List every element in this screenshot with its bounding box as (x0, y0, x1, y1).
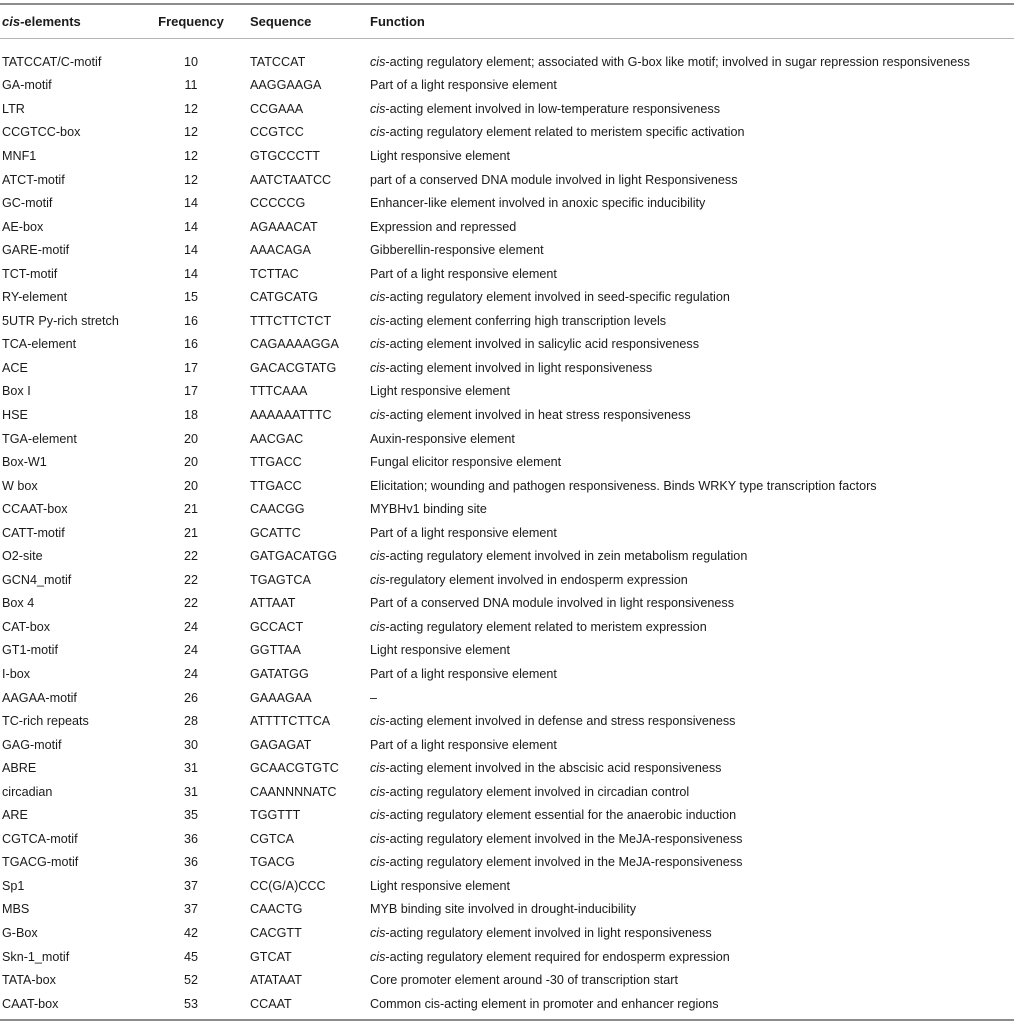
cell-frequency: 24 (183, 643, 198, 658)
cell-element: TGA-element (2, 431, 77, 446)
cell-function: Part of a light responsive element (370, 78, 557, 93)
cell-frequency: 17 (183, 384, 198, 399)
table-row (0, 898, 1014, 922)
cell-sequence: CAACTG (250, 902, 303, 917)
cell-frequency: 52 (183, 973, 198, 988)
cell-sequence: CCGTCC (250, 125, 304, 140)
cell-function: cis-acting element conferring high transcription levels (370, 313, 667, 328)
cell-element: MBS (2, 902, 30, 917)
cell-frequency: 42 (183, 926, 198, 940)
cell-element: 5UTR Py-rich stretch (2, 313, 119, 328)
cell-element: O2-site (2, 549, 43, 564)
cell-function: cis-acting regulatory element related to meristem specific activation (370, 125, 745, 140)
cell-sequence: GTCAT (250, 949, 292, 964)
cell-sequence: GATATGG (250, 666, 309, 681)
cell-function: Light responsive element (370, 643, 511, 658)
cell-function: part of a conserved DNA module involved in light Responsiveness (370, 172, 738, 187)
table-row (0, 851, 1014, 875)
table-row (0, 804, 1014, 828)
cell-element: G-Box (2, 926, 38, 940)
header-cis-elements: cis-elements (2, 14, 81, 29)
cell-element: TC-rich repeats (2, 714, 89, 729)
cell-function: cis-acting element involved in salicylic acid responsiveness (370, 337, 700, 352)
cell-element: W box (2, 478, 38, 493)
header-frequency: Frequency (158, 14, 224, 29)
cell-frequency: 20 (183, 478, 198, 493)
cell-sequence: AGAAACAT (250, 219, 318, 234)
cell-frequency: 14 (183, 196, 198, 211)
cell-element: LTR (2, 101, 25, 116)
cell-frequency: 17 (183, 360, 198, 375)
cell-sequence: TTTCTTCTCT (250, 313, 332, 328)
cell-function: cis-acting element involved in light responsiveness (370, 360, 653, 375)
cell-function: Auxin-responsive element (370, 431, 515, 446)
cell-frequency: 10 (183, 54, 198, 69)
cell-frequency: 12 (183, 148, 198, 163)
cell-frequency: 12 (183, 172, 198, 187)
table-row (0, 992, 1014, 1016)
cell-frequency: 22 (183, 596, 198, 611)
cell-function: Part of a light responsive element (370, 266, 557, 281)
cell-function: cis-acting regulatory element related to meristem expression (370, 619, 707, 634)
table-row (0, 285, 1014, 309)
cell-frequency: 20 (183, 431, 198, 446)
cell-frequency: 24 (183, 619, 198, 634)
header-function: Function (370, 14, 425, 29)
cell-sequence: TTTCAAA (250, 384, 308, 399)
table-row (0, 686, 1014, 710)
cell-element: TATA-box (2, 973, 56, 988)
table-body (0, 50, 1014, 1015)
cell-sequence: GCATTC (250, 525, 301, 540)
cell-sequence: AAAAAATTTC (250, 407, 332, 422)
cell-element: GAG-motif (2, 737, 62, 752)
header-sequence: Sequence (250, 14, 312, 29)
cell-function: cis-acting element involved in defense and stress responsiveness (370, 714, 736, 729)
table-row (0, 874, 1014, 898)
cell-function: Light responsive element (370, 878, 511, 893)
cell-function: cis-acting element involved in low-temperature responsiveness (370, 101, 721, 116)
cell-function: – (370, 690, 378, 705)
table-row (0, 74, 1014, 98)
table-row (0, 215, 1014, 239)
cell-element: Box I (2, 384, 31, 399)
cell-sequence: CACGTT (250, 926, 302, 940)
cell-element: GARE-motif (2, 243, 70, 258)
cell-sequence: TGACG (250, 855, 295, 870)
cell-sequence: CATGCATG (250, 290, 319, 305)
cell-frequency: 21 (183, 525, 198, 540)
cell-function: Gibberellin-responsive element (370, 243, 544, 258)
cell-frequency: 35 (183, 808, 198, 823)
cell-element: CGTCA-motif (2, 831, 78, 846)
cell-frequency: 45 (183, 949, 198, 964)
cell-function: Common cis-acting element in promoter and enhancer regions (370, 996, 719, 1011)
cell-sequence: GACACGTATG (250, 360, 337, 375)
cell-function: Core promoter element around -30 of transcription start (370, 973, 678, 988)
cell-frequency: 12 (183, 101, 198, 116)
cell-function: Part of a light responsive element (370, 666, 557, 681)
cell-frequency: 22 (183, 549, 198, 564)
table-row (0, 97, 1014, 121)
cell-frequency: 18 (183, 407, 198, 422)
cell-sequence: TATCCAT (250, 54, 306, 69)
cell-function: cis-regulatory element involved in endosperm expression (370, 572, 688, 587)
cell-sequence: GAAAGAA (250, 690, 312, 705)
cell-element: Box 4 (2, 596, 35, 611)
table-row (0, 356, 1014, 380)
cell-frequency: 22 (183, 572, 198, 587)
table-row (0, 144, 1014, 168)
cell-sequence: ATATAAT (250, 973, 303, 988)
cell-function: cis-acting regulatory element essential for the anaerobic induction (370, 808, 737, 823)
cell-frequency: 36 (183, 831, 198, 846)
cell-element: GC-motif (2, 196, 53, 211)
table-row (0, 756, 1014, 780)
cell-frequency: 31 (183, 761, 198, 776)
cell-sequence: ATTAAT (250, 596, 296, 611)
cell-sequence: GCAACGTGTC (250, 761, 339, 776)
cell-frequency: 28 (183, 714, 198, 729)
cell-function: Part of a light responsive element (370, 737, 557, 752)
cell-function: Expression and repressed (370, 219, 517, 234)
table-row (0, 733, 1014, 757)
cell-function: Part of a light responsive element (370, 525, 557, 540)
cell-frequency: 14 (183, 219, 198, 234)
cell-element: Box-W1 (2, 455, 47, 470)
cell-sequence: CCAAT (250, 996, 292, 1011)
table-row (0, 521, 1014, 545)
cell-function: cis-acting regulatory element involved in the MeJA-responsiveness (370, 831, 743, 846)
cell-frequency: 26 (183, 690, 198, 705)
cell-element: MNF1 (2, 148, 37, 163)
table-row (0, 427, 1014, 451)
cell-element: TCT-motif (2, 266, 58, 281)
cell-frequency: 24 (183, 666, 198, 681)
cell-function: Enhancer-like element involved in anoxic specific inducibility (370, 196, 706, 211)
cell-sequence: CAANNNNATC (250, 784, 337, 799)
table-row (0, 709, 1014, 733)
cell-sequence: CAGAAAAGGA (250, 337, 339, 352)
cell-element: ARE (2, 808, 28, 823)
cell-element: AAGAA-motif (2, 690, 77, 705)
cell-element: ATCT-motif (2, 172, 65, 187)
cell-frequency: 21 (183, 502, 198, 517)
table-row (0, 780, 1014, 804)
cell-frequency: 36 (183, 855, 198, 870)
cell-sequence: TCTTAC (250, 266, 299, 281)
cell-element: GT1-motif (2, 643, 58, 658)
cell-function: cis-acting regulatory element required for endosperm expression (370, 949, 730, 964)
cell-sequence: GGTTAA (250, 643, 301, 658)
table-row (0, 662, 1014, 686)
cell-element: GA-motif (2, 78, 52, 93)
table-row (0, 615, 1014, 639)
table-row (0, 568, 1014, 592)
cell-element: RY-element (2, 290, 68, 305)
cell-sequence: GATGACATGG (250, 549, 337, 564)
table-row (0, 50, 1014, 74)
cell-element: CAAT-box (2, 996, 59, 1011)
table-header (0, 5, 1014, 38)
cell-frequency: 30 (183, 737, 198, 752)
cell-element: CATT-motif (2, 525, 65, 540)
cell-sequence: CAACGG (250, 502, 305, 517)
cell-function: Elicitation; wounding and pathogen responsiveness. Binds WRKY type transcription factors (370, 478, 877, 493)
cell-function: Light responsive element (370, 148, 511, 163)
cell-frequency: 37 (183, 902, 198, 917)
cell-frequency: 14 (183, 243, 198, 258)
table-row (0, 403, 1014, 427)
cell-function: cis-acting element involved in the abscisic acid responsiveness (370, 761, 722, 776)
table-row (0, 333, 1014, 357)
cell-frequency: 16 (183, 313, 198, 328)
cell-function: cis-acting regulatory element involved in the MeJA-responsiveness (370, 855, 743, 870)
cell-frequency: 12 (183, 125, 198, 140)
cell-sequence: TGAGTCA (250, 572, 311, 587)
table-row (0, 262, 1014, 286)
table-row (0, 968, 1014, 992)
cell-element: GCN4_motif (2, 572, 72, 587)
table-row (0, 827, 1014, 851)
cell-sequence: GTGCCCTT (250, 148, 320, 163)
table-row (0, 238, 1014, 262)
cell-frequency: 37 (183, 878, 198, 893)
table-row (0, 497, 1014, 521)
cell-element: circadian (2, 784, 53, 799)
cell-sequence: CCCCCG (250, 196, 306, 211)
cell-element: TCA-element (2, 337, 77, 352)
cell-function: cis-acting regulatory element involved in seed-specific regulation (370, 290, 730, 305)
cell-sequence: CCGAAA (250, 101, 304, 116)
cell-function: MYB binding site involved in drought-inducibility (370, 902, 637, 917)
cell-element: TGACG-motif (2, 855, 79, 870)
cell-element: TATCCAT/C-motif (2, 54, 102, 69)
cell-frequency: 20 (183, 455, 198, 470)
cell-element: Skn-1_motif (2, 949, 70, 964)
cell-frequency: 53 (183, 996, 198, 1011)
table-row (0, 191, 1014, 215)
cell-frequency: 11 (184, 78, 198, 93)
cell-sequence: TTGACC (250, 455, 302, 470)
cell-sequence: GCCACT (250, 619, 304, 634)
cell-element: AE-box (2, 219, 44, 234)
cell-function: cis-acting regulatory element involved in zein metabolism regulation (370, 549, 748, 564)
table-row (0, 121, 1014, 145)
cell-sequence: AAACAGA (250, 243, 311, 258)
cell-function: cis-acting element involved in heat stress responsiveness (370, 407, 691, 422)
cell-element: ACE (2, 360, 28, 375)
cell-element: ABRE (2, 761, 37, 776)
cell-element: CCGTCC-box (2, 125, 81, 140)
cell-sequence: TGGTTT (250, 808, 301, 823)
cell-element: HSE (2, 407, 28, 422)
cell-frequency: 15 (183, 290, 198, 305)
cell-sequence: AAGGAAGA (250, 78, 322, 93)
cell-sequence: GAGAGAT (250, 737, 312, 752)
table-row (0, 450, 1014, 474)
table-row (0, 168, 1014, 192)
cell-function: cis-acting regulatory element involved in circadian control (370, 784, 690, 799)
table-row (0, 380, 1014, 404)
table-row (0, 921, 1014, 945)
cell-function: MYBHv1 binding site (370, 502, 487, 517)
cell-sequence: AACGAC (250, 431, 304, 446)
table-row (0, 544, 1014, 568)
table-row (0, 592, 1014, 616)
cell-element: CCAAT-box (2, 502, 68, 517)
cell-element: CAT-box (2, 619, 51, 634)
cell-sequence: AATCTAATCC (250, 172, 332, 187)
table-row (0, 474, 1014, 498)
cell-frequency: 31 (183, 784, 198, 799)
cell-frequency: 14 (183, 266, 198, 281)
cell-function: Part of a conserved DNA module involved in light responsiveness (370, 596, 735, 611)
cell-function: cis-acting regulatory element; associated with G-box like motif; involved in sugar repression responsiveness (370, 54, 970, 69)
table-row (0, 945, 1014, 969)
table-row (0, 639, 1014, 663)
cell-sequence: ATTTTCTTCA (250, 714, 331, 729)
cell-function: Fungal elicitor responsive element (370, 455, 562, 470)
table-row (0, 309, 1014, 333)
cell-function: Light responsive element (370, 384, 511, 399)
cell-sequence: CGTCA (250, 831, 295, 846)
cell-frequency: 16 (183, 337, 198, 352)
cell-element: I-box (2, 666, 30, 681)
cell-function: cis-acting regulatory element involved in light responsiveness (370, 926, 712, 940)
cell-sequence: TTGACC (250, 478, 302, 493)
cell-sequence: CC(G/A)CCC (250, 878, 326, 893)
cell-element: Sp1 (2, 878, 25, 893)
